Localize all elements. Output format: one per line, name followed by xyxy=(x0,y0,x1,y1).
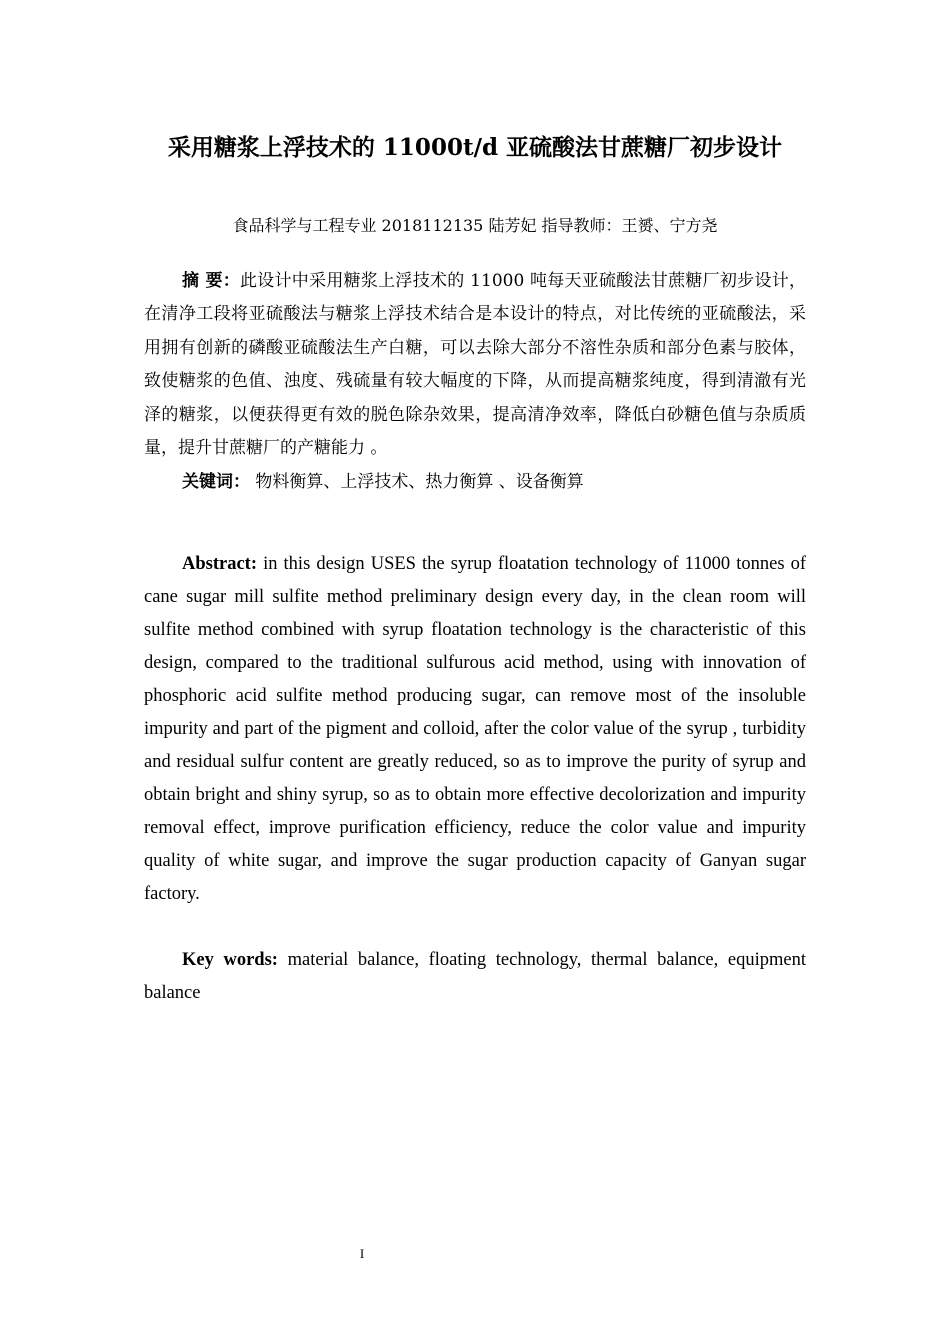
keywords-english-text: material balance, floating technology, thermal balance, equipment balance xyxy=(144,950,806,1003)
abstract-english xyxy=(144,548,806,911)
keywords-english xyxy=(144,944,806,1010)
keywords-chinese-text: 物料衡算、上浮技术、热力衡算 、设备衡算 xyxy=(250,472,584,492)
abstract-chinese-text: 此设计中采用糖浆上浮技术的 11000 吨每天亚硫酸法甘蔗糖厂初步设计，在清净工段将亚硫酸法与糖浆上浮技术结合是本设计的特点，对比传统的亚硫酸法，采用拥有创新的磷酸亚硫酸法生产白糖，可以去除大部分不溶性杂质和部分色素与胶体，致使糖浆的色值、浊度、残硫量有较大幅度的下降，从而提高糖浆纯度，得到清澈有光泽的糖浆，以便获得更有效的脱色除杂效果，提高清净效率，降低白砂糖色值与杂质质量，提升甘蔗糖厂的产糖能力 。 xyxy=(144,271,806,459)
abstract-chinese-label: 摘 要： xyxy=(182,271,240,291)
keywords-chinese xyxy=(144,466,806,499)
page-number: I xyxy=(359,1246,365,1261)
abstract-chinese xyxy=(144,265,806,465)
keywords-english-label: Key words: xyxy=(182,950,278,970)
abstract-english-label: Abstract: xyxy=(182,554,258,574)
abstract-english-text: in this design USES the syrup floatation technology of 11000 tonnes of cane sugar mill sulfite method preliminary design every day, in the clean room will sulfite method combined with syrup floatation technology is the characteristic of this design, compared to the traditional sulfurous acid method, using with innovation of phosphoric acid sulfite method producing sugar, can remove most of the insoluble impurity and part of the pigment and colloid, after the color value of the syrup , turbidity and residual sulfur content are greatly reduced, so as to improve the purity of syrup and obtain bright and shiny syrup, so as to obtain more effective decolorization and impurity removal effect, improve purification efficiency, reduce the color value and impurity quality of white sugar, and improve the sugar production capacity of Ganyan sugar factory. xyxy=(144,554,806,904)
keywords-chinese-label: 关键词： xyxy=(182,472,250,492)
author-byline: 食品科学与工程专业 2018112135 陆芳妃 指导教师：王赟、宁方尧 xyxy=(232,216,718,235)
paper-title: 采用糖浆上浮技术的 11000t/d 亚硫酸法甘蔗糖厂初步设计 xyxy=(167,134,783,161)
